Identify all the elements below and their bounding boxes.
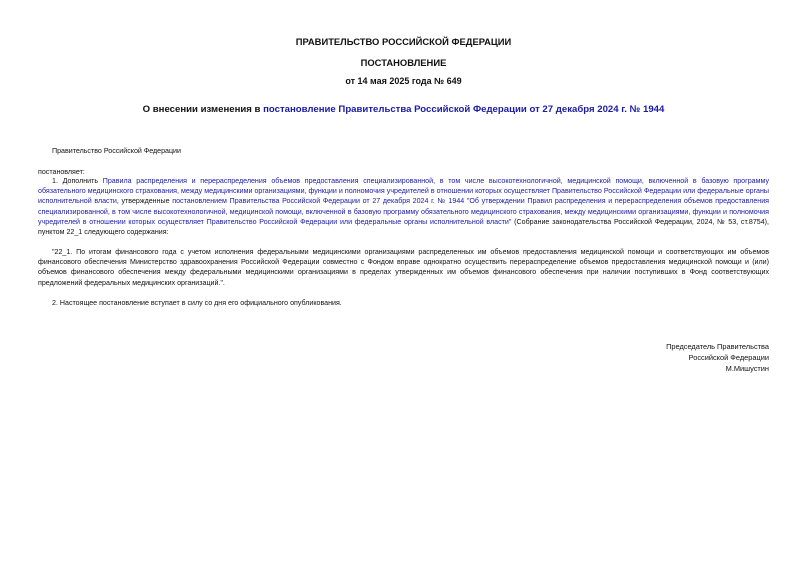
paragraph-22-1: "22_1. По итогам финансового года с учетом исполнения федеральными медицинскими организациями распределенных им объемов предоставления медицинской помощи и соответствующих им объемов финансового обеспечения Министерство здравоохранения Российской Федерации совместно с Фондом вправе однократно осуществить перераспределение объемов предоставления медицинской помощи и (или) объемов финансового обеспечения между федеральными медицинскими организациями в пределах утвержденных им объемов финансового обеспечения при наличии поступивших в Фонд соответствующих предложений федеральных медицинских организаций.". — [38, 248, 769, 287]
decrees-line: постановляет: — [38, 168, 85, 176]
title-link[interactable]: постановление Правительства Российской Федерации от 27 декабря 2024 г. № 1944 — [263, 104, 665, 115]
p1-start: 1. Дополнить — [52, 177, 103, 185]
government-heading: ПРАВИТЕЛЬСТВО РОССИЙСКОЙ ФЕДЕРАЦИИ — [295, 36, 512, 47]
document-title — [0, 104, 807, 115]
signature-position-2: Российской Федерации — [688, 353, 769, 362]
paragraph-2: 2. Настоящее постановление вступает в силу со дня его официального опубликования. — [52, 299, 342, 307]
signature-block — [666, 341, 769, 374]
paragraph-1 — [38, 176, 769, 237]
title-prefix: О внесении изменения в — [142, 104, 264, 115]
rules-link[interactable]: Правила распределения и перераспределения объемов предоставления специализированной, в том числе высокотехнологичной, медицинской помощи, включенной в базовую программу обязательного медицинского страхования, между медицинскими организациями, функции и полномочия учредителей в отношении которых осуществляет Правительство Российской Федерации или федеральные органы исполнительной власти — [38, 177, 769, 206]
p1-end: (Собрание законодательства Российской Федерации, 2024, № 53, ст.8754), пунктом 22_1 следующего содержания: — [38, 217, 769, 237]
date-number-heading: от 14 мая 2025 года № 649 — [345, 76, 462, 86]
government-line: Правительство Российской Федерации — [52, 147, 181, 155]
p1-mid: , утвержденные — [116, 197, 173, 206]
signature-position-1: Председатель Правительства — [666, 342, 769, 351]
signature-name: М.Мишустин — [725, 364, 769, 373]
document-type-heading: ПОСТАНОВЛЕНИЕ — [360, 57, 447, 68]
decree-link[interactable]: постановлением Правительства Российской Федерации от 27 декабря 2024 г. № 1944 "Об утверждении Правил распределения и перераспределения объемов предоставления специализированной, в том числе высокотехнологичной, медицинской помощи, включенной в базовую программу обязательного медицинского страхования, между медицинскими организациями, функции и полномочия учредителей в отношении которых осуществляет Правительство Российской Федерации или федеральные органы исполнительной власти" — [38, 197, 770, 226]
